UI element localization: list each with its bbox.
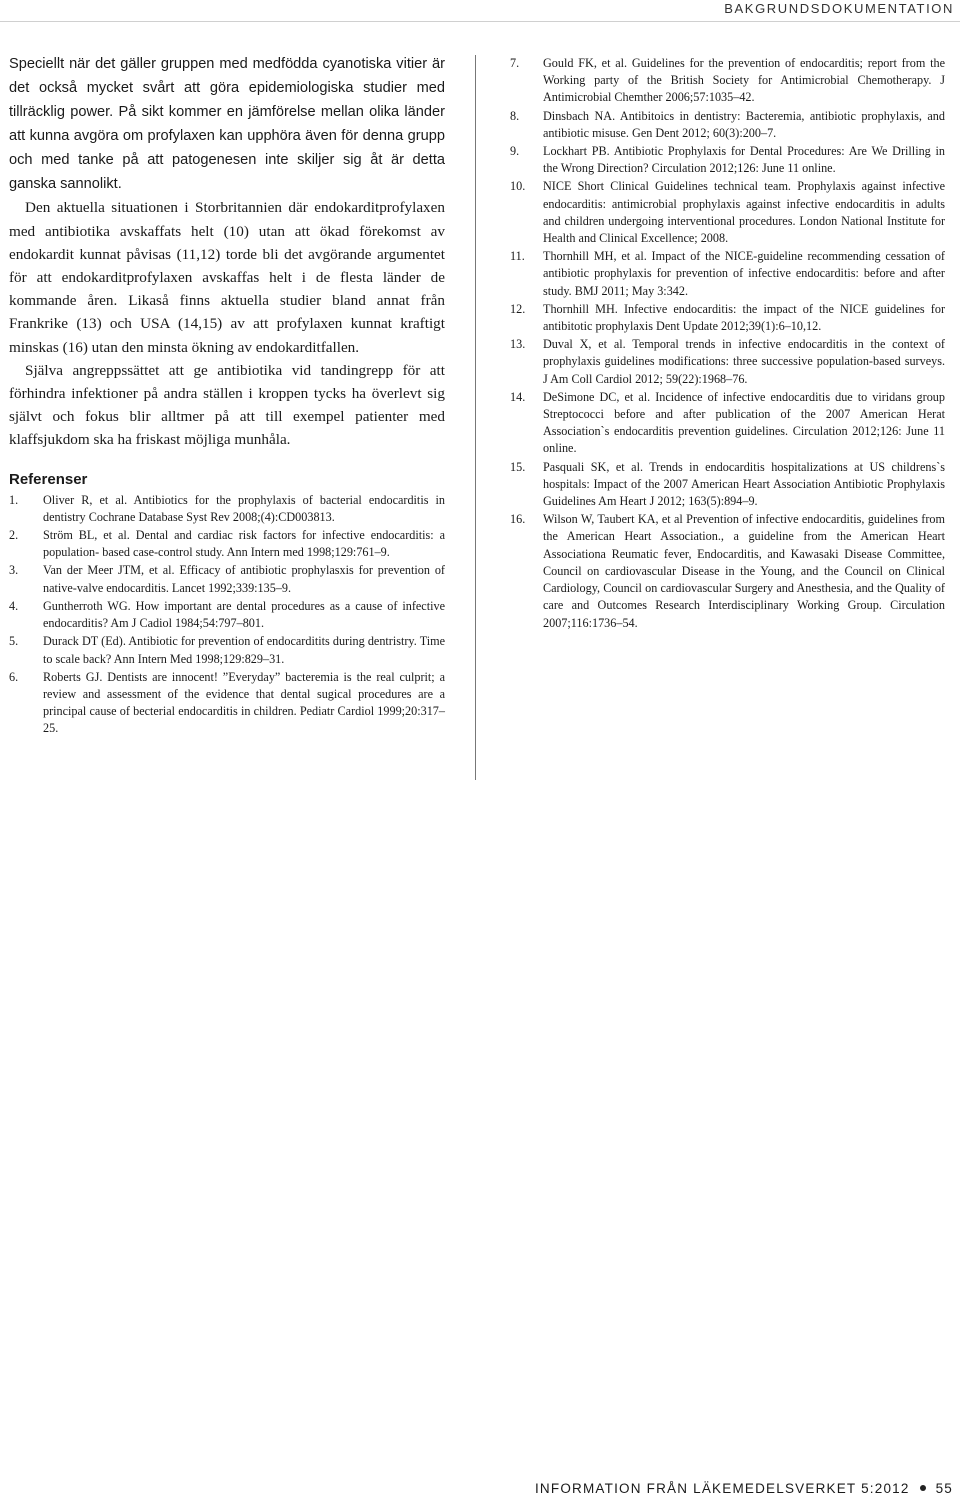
reference-text: DeSimone DC, et al. Incidence of infective endocarditis due to viridans group Streptococci before and after publication of the 2007 American Herat Association`s endocarditis prevention guidelines. Circulation 2012;126: June 11 online. bbox=[543, 389, 945, 456]
reference-number: 10. bbox=[510, 179, 526, 194]
reference-item bbox=[9, 669, 445, 738]
reference-list-right bbox=[510, 55, 945, 632]
reference-item bbox=[510, 248, 945, 300]
reference-item bbox=[9, 598, 445, 632]
section-label: BAKGRUNDSDOKUMENTATION bbox=[724, 1, 954, 16]
reference-text: Thornhill MH, et al. Impact of the NICE-guideline recommending cessation of antibiotic prophylaxis for prevention of infective endocarditis: before and after study. BMJ 2011; May 3:342. bbox=[543, 249, 945, 298]
reference-text: Dinsbach NA. Antibitoics in dentistry: Bacteremia, antibiotic prophylaxis, and antibiotic misuse. Gen Dent 2012; 60(3):200–7. bbox=[543, 108, 945, 140]
reference-text: Lockhart PB. Antibiotic Prophylaxis for Dental Procedures: Are We Drilling in the Wrong Direction? Circulation 2012;126: June 11 online. bbox=[543, 144, 945, 176]
reference-number: 13. bbox=[510, 337, 526, 352]
reference-item bbox=[9, 527, 445, 561]
reference-text: Thornhill MH. Infective endocarditis: the impact of the NICE guidelines for antibitotic prophylaxis Dent Update 2012;39(1):6–10,12. bbox=[543, 301, 945, 334]
reference-item bbox=[9, 633, 445, 667]
bullet-dot-icon bbox=[920, 1485, 926, 1491]
reference-number: 2. bbox=[9, 528, 19, 543]
reference-item bbox=[510, 389, 945, 458]
reference-text: Pasquali SK, et al. Trends in endocarditis hospitalizations at US childrens`s hospitals: Impact of the 2007 American Heart Association Antibiotic Prophylaxis Guidelines Am Heart J 2012; 163(5):894–9. bbox=[543, 459, 945, 509]
header-rule bbox=[0, 21, 960, 22]
reference-item bbox=[510, 459, 945, 511]
publication-name: INFORMATION FRÅN LÄKEMEDELSVERKET 5:2012 bbox=[534, 1481, 910, 1496]
reference-text: NICE Short Clinical Guidelines technical team. Prophylaxis against infective endocarditis: antimicrobial prophylaxis against infective endocarditis in adults and children undergoing interventional procedures. London National Institute for Health and Clinical Excellence; 2008. bbox=[543, 179, 945, 246]
reference-text: Roberts GJ. Dentists are innocent! ”Everyday” bacteremia is the real culprit; a review and assessment of the evidence that dental sugical procedures are a principal cause of becterial endocarditis in children. Pediatr Cardiol 1999;20:317–25. bbox=[43, 669, 445, 736]
reference-item bbox=[510, 108, 945, 142]
reference-text: Duval X, et al. Temporal trends in infective endocarditis in the context of prophylaxis guidelines modifications: three successive population-based surveys. J Am Coll Cardiol 2012; 59(22):1968–76. bbox=[543, 337, 945, 386]
body-paragraph: Den aktuella situationen i Storbritannien där endokarditprofylaxen med antibiotika avskaffats helt (10) utan att ökad förekomst av endokardit kunnat påvisas (11,12) torde bli det avgörande argumentet för att endokarditprofylaxen avskaffas helt i de flesta länder de kommande åren. Likaså finns aktuella studier bland annat från Frankrike (13) och USA (14,15) av att profylaxen kunnat kraftigt minskas (16) utan den minsta ökning av endokarditfallen. bbox=[9, 199, 445, 356]
page-number: 55 bbox=[935, 1481, 953, 1496]
reference-item bbox=[510, 55, 945, 107]
reference-text: Oliver R, et al. Antibiotics for the prophylaxis of bacterial endocarditis in dentistry Cochrane Database Syst Rev 2008;(4):CD003813. bbox=[43, 492, 445, 524]
reference-number: 15. bbox=[510, 459, 526, 474]
reference-text: Wilson W, Taubert KA, et al Prevention of infective endocarditis, guidelines from the American Heart Association., a guideline from the American Heart Associationa Reumatic fever, Endocarditis, and Kawasaki Disease Committee, Council on cardiovascular Disease in the Young, and the Council on Clinical Cardiology, Council on cardiovascular Surgery and Anesthesia, and the Quality of care and Outcomes Research Interdisciplinary Working Group. Circulation 2007;116:1736–54. bbox=[543, 512, 945, 630]
reference-number: 3. bbox=[9, 563, 19, 578]
reference-item bbox=[510, 336, 945, 388]
reference-text: Gould FK, et al. Guidelines for the prevention of endocarditis; report from the Working party of the British Society for Antimicrobial Chemotherapy. J Antimicrobial Chemther 2006;57:1035–42. bbox=[543, 56, 945, 105]
reference-number: 1. bbox=[9, 492, 19, 507]
reference-text: Ström BL, et al. Dental and cardiac risk factors for infective endocarditis: a population- based case-control study. Ann Intern med 1998;129:761–9. bbox=[43, 528, 445, 560]
reference-number: 4. bbox=[9, 598, 19, 613]
references-heading: Referenser bbox=[9, 470, 88, 488]
reference-list-left bbox=[9, 492, 445, 738]
reference-text: Van der Meer JTM, et al. Efficacy of antibiotic prophylasxis for prevention of native-valve endocarditis. Lancet 1992;339:135–9. bbox=[43, 563, 445, 595]
reference-item bbox=[9, 562, 445, 596]
reference-number: 6. bbox=[9, 669, 19, 684]
reference-item bbox=[510, 178, 945, 247]
reference-number: 16. bbox=[510, 512, 526, 527]
reference-text: Guntherroth WG. How important are dental procedures as a cause of infective endocarditis? Am J Cadiol 1984;54:797–801. bbox=[43, 598, 445, 631]
reference-item bbox=[510, 511, 945, 631]
reference-item bbox=[510, 143, 945, 177]
reference-item bbox=[9, 492, 445, 526]
body-paragraph: Själva angreppssättet att ge antibiotika vid tandingrepp för att förhindra infektioner på andra ställen i kroppen tycks ha överlevt sig självt och fokus blir alltmer på att till exempel patienter med klaffsjukdom ska ha friskast möjliga munhåla. bbox=[9, 361, 445, 449]
reference-number: 9. bbox=[510, 144, 520, 159]
page-footer bbox=[535, 1480, 953, 1498]
reference-number: 12. bbox=[510, 301, 526, 316]
reference-number: 5. bbox=[9, 634, 19, 649]
reference-number: 8. bbox=[510, 108, 520, 123]
column-divider bbox=[475, 55, 476, 780]
reference-number: 14. bbox=[510, 389, 526, 404]
left-column bbox=[9, 53, 445, 739]
intro-paragraph: Speciellt när det gäller gruppen med medfödda cyanotiska vitier är det också mycket svårt att göra epidemiologiska studier med tillräcklig power. På sikt kommer en jämförelse mellan olika länder att kunna avgöra om profylaxen kan upphöra även för denna grupp och med tanke på att patogenesen inte skiljer sig åt är detta ganska sannolikt. bbox=[9, 56, 445, 192]
reference-item bbox=[510, 301, 945, 335]
reference-number: 11. bbox=[510, 249, 525, 264]
right-column bbox=[510, 55, 945, 633]
reference-text: Durack DT (Ed). Antibiotic for prevention of endocarditits during dentristry. Time to scale back? Ann Intern Med 1998;129:829–31. bbox=[43, 634, 445, 666]
reference-number: 7. bbox=[510, 56, 520, 70]
